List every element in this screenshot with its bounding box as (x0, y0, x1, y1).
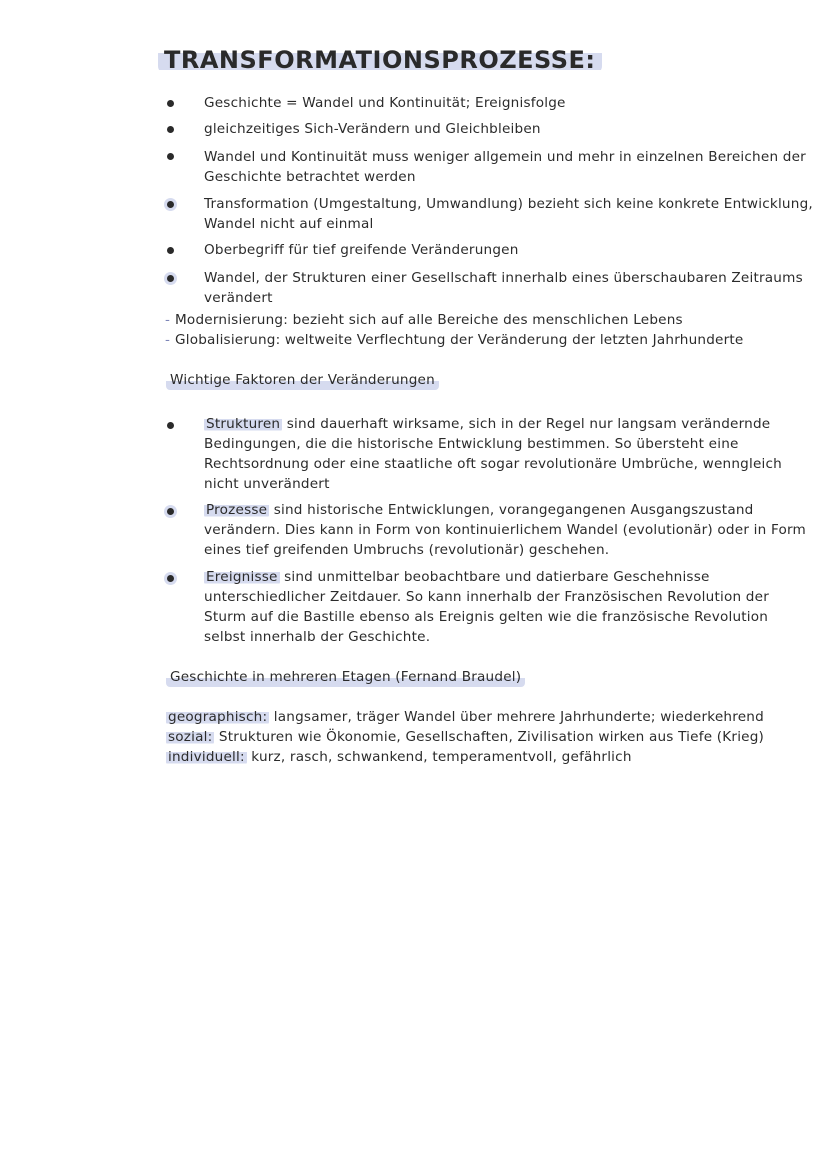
section-heading-braudel: Geschichte in mehreren Etagen (Fernand Braudel) (166, 667, 525, 687)
definition: sind historische Entwicklungen, vorangegangenen Ausgangszustand verändern. Dies kann in Form von kontinuierlichem Wandel (evolutionär) oder in Form eines tief greifenden Umbruchs (revolutionär) geschehen. (204, 502, 806, 558)
etage-row-individuell (166, 747, 816, 767)
list-item (204, 414, 814, 494)
highlighted-term: Prozesse (206, 502, 268, 518)
dash-icon: - (165, 332, 171, 348)
bullet-dot-icon (167, 275, 174, 282)
bullet-dot-icon (167, 126, 174, 133)
highlighted-term: individuell: (168, 749, 245, 765)
section-heading-factors: Wichtige Faktoren der Veränderungen (166, 370, 439, 390)
list-item (204, 567, 814, 647)
highlighted-term: Strukturen (206, 416, 281, 432)
highlighted-term: sozial: (168, 729, 213, 745)
definition: : bezieht sich auf alle Bereiche des menschlichen Lebens (283, 312, 683, 328)
list-item: Geschichte = Wandel und Kontinuität; Ereignisfolge (204, 95, 566, 111)
dash-item-modernisierung (165, 310, 815, 330)
etage-row-geographisch (166, 707, 816, 727)
etage-row-sozial (166, 727, 816, 747)
list-item: Oberbegriff für tief greifende Veränderungen (204, 242, 519, 258)
definition: : weltweite Verflechtung der Veränderung der letzten Jahrhunderte (275, 332, 744, 348)
definition: langsamer, träger Wandel über mehrere Jahrhunderte; wiederkehrend (269, 709, 764, 725)
list-item: gleichzeitiges Sich-Verändern und Gleichbleiben (204, 121, 541, 137)
bullet-dot-icon (167, 153, 174, 160)
definition: kurz, rasch, schwankend, temperamentvoll, gefährlich (246, 749, 632, 765)
list-item (204, 500, 814, 560)
list-item: Wandel und Kontinuität muss weniger allgemein und mehr in einzelnen Bereichen der Geschichte betrachtet werden (204, 149, 806, 185)
dash-item-globalisierung (165, 330, 815, 350)
bullet-dot-icon (167, 201, 174, 208)
dash-icon: - (165, 312, 171, 328)
list-item: Transformation (Umgestaltung, Umwandlung) bezieht sich keine konkrete Entwicklung, Wandel nicht auf einmal (204, 196, 813, 232)
bullet-dot-icon (167, 247, 174, 254)
page-title: TRANSFORMATIONSPROZESSE: (158, 46, 602, 74)
bullet-dot-icon (167, 422, 174, 429)
definition: Strukturen wie Ökonomie, Gesellschaften, Zivilisation wirken aus Tiefe (Krieg) (214, 729, 765, 745)
definition: sind dauerhaft wirksame, sich in der Regel nur langsam verändernde Bedingungen, die die historische Entwicklung bestimmen. So übersteht eine Rechtsordnung oder eine staatliche oft sogar revolutionäre Umbrüche, wenngleich nicht unverändert (204, 416, 782, 492)
term: Globalisierung (175, 332, 276, 348)
highlighted-term: Ereignisse (206, 569, 278, 585)
term: Modernisierung (175, 312, 284, 328)
bullet-dot-icon (167, 100, 174, 107)
highlighted-term: geographisch: (168, 709, 268, 725)
list-item: Wandel, der Strukturen einer Gesellschaft innerhalb eines überschaubaren Zeitraums verändert (204, 270, 803, 306)
bullet-dot-icon (167, 575, 174, 582)
bullet-dot-icon (167, 508, 174, 515)
definition: sind unmittelbar beobachtbare und datierbare Geschehnisse unterschiedlicher Zeitdauer. So kann innerhalb der Französischen Revolution der Sturm auf die Bastille ebenso als Ereignis gelten wie die französische Revolution selbst innerhalb der Geschichte. (204, 569, 769, 645)
